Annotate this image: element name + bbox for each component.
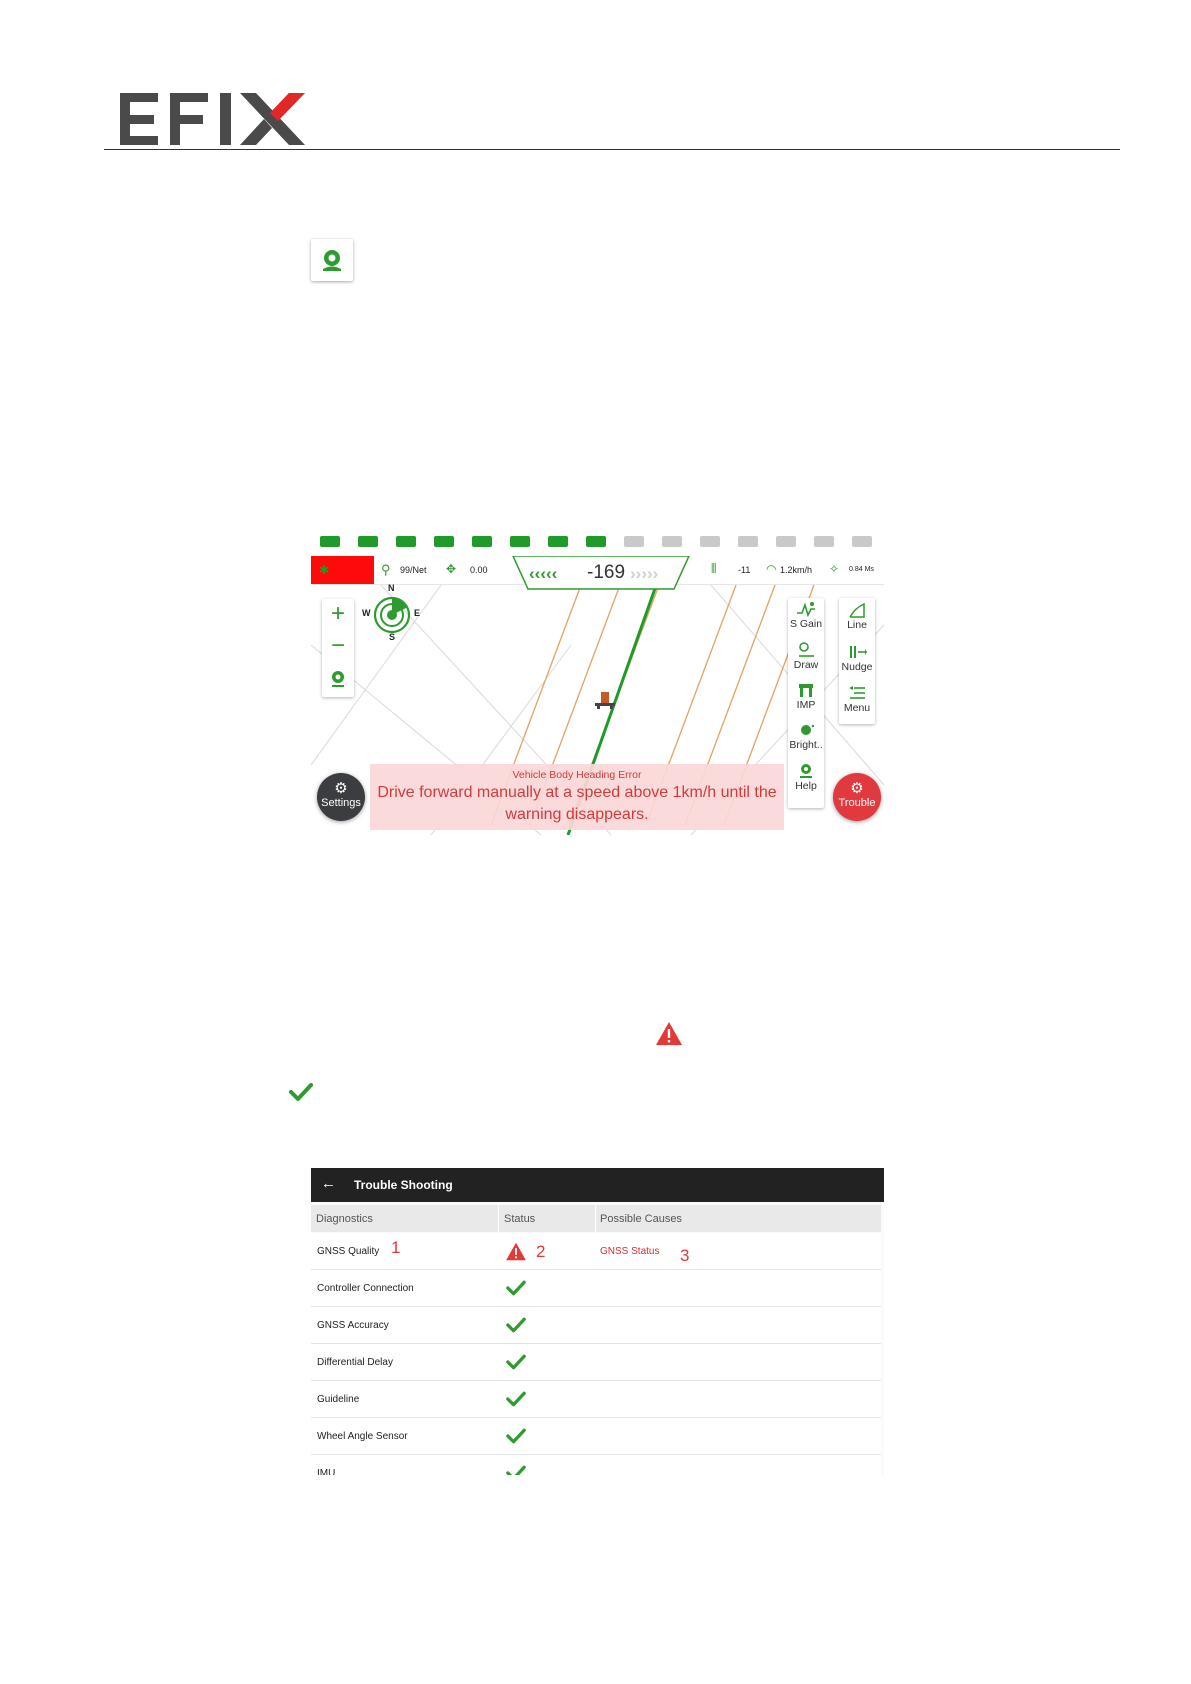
- s-gain-label: S Gain: [789, 618, 823, 630]
- table-row[interactable]: [311, 1307, 881, 1344]
- ts-top-bar: [311, 1168, 884, 1202]
- lightbar-led: [472, 536, 492, 547]
- line-label: Line: [847, 619, 867, 631]
- lightbar-led: [662, 536, 682, 547]
- lightbar-led: [738, 536, 758, 547]
- check-icon: [505, 1279, 527, 1300]
- warning-title: Vehicle Body Heading Error: [512, 769, 642, 781]
- bright-icon: [796, 722, 816, 738]
- nudge-button[interactable]: [839, 644, 875, 673]
- menu-icon: [847, 685, 867, 701]
- help-icon: [311, 239, 353, 281]
- col-causes: Possible Causes: [600, 1213, 682, 1225]
- check-icon: [505, 1353, 527, 1374]
- line-button[interactable]: [839, 602, 875, 631]
- satellite-count: 99/Net: [400, 565, 427, 575]
- locate-button[interactable]: [322, 663, 354, 695]
- receiver-icon: ✥: [446, 562, 457, 576]
- locate-icon: [322, 663, 354, 695]
- nudge-label: Nudge: [841, 661, 873, 673]
- compass-e: E: [414, 608, 421, 618]
- lightbar-led: [776, 536, 796, 547]
- tool-column-right: [839, 598, 875, 724]
- tractor-icon: [595, 692, 615, 709]
- check-icon: [505, 1464, 527, 1475]
- settings-label: Settings: [321, 797, 361, 809]
- gnss-status-indicator[interactable]: [311, 556, 374, 584]
- trouble-shooting-screen: [311, 1168, 884, 1475]
- accuracy-value: 0.84 Ms: [849, 566, 874, 573]
- lightbar-led: [396, 536, 416, 547]
- imp-icon: [796, 682, 816, 698]
- diagnostic-label: GNSS Quality: [317, 1246, 380, 1257]
- table-row[interactable]: [311, 1455, 881, 1475]
- check-icon: [505, 1427, 527, 1448]
- imp-button[interactable]: [788, 682, 824, 711]
- gear-icon: ⚙: [334, 780, 348, 797]
- lightbar-led: [358, 536, 378, 547]
- possible-cause-link[interactable]: GNSS Status: [600, 1246, 660, 1257]
- compass-n: N: [388, 583, 395, 593]
- zoom-out-button[interactable]: −: [330, 632, 345, 659]
- imp-label: IMP: [796, 699, 816, 711]
- line-icon: [847, 602, 867, 618]
- ts-table-header: [311, 1205, 881, 1232]
- table-row[interactable]: [311, 1418, 881, 1455]
- compass-w: W: [362, 608, 371, 618]
- lightbar-led: [510, 536, 530, 547]
- nudge-icon: [847, 644, 867, 660]
- diagnostic-label: IMU: [317, 1468, 336, 1475]
- annotation-1: 1: [391, 1238, 401, 1257]
- lightbar-led: [434, 536, 454, 547]
- heading-offset: -11: [738, 565, 751, 575]
- bright-label: Bright..: [789, 739, 823, 751]
- wrench-gear-icon: ⚙: [850, 780, 864, 797]
- table-row[interactable]: [311, 1344, 881, 1381]
- bright-button[interactable]: [788, 722, 824, 751]
- back-arrow-icon[interactable]: ←: [321, 1175, 336, 1192]
- diagnostic-label: Guideline: [317, 1394, 360, 1405]
- diagnostic-label: Controller Connection: [317, 1283, 414, 1294]
- location-pin-icon: ⚲: [381, 562, 391, 577]
- svg-text:›››››: ›››››: [630, 564, 659, 583]
- lightbar-led: [852, 536, 872, 547]
- menu-button[interactable]: [839, 685, 875, 714]
- menu-label: Menu: [843, 702, 871, 714]
- lightbar-led: [548, 536, 568, 547]
- lightbar-led: [624, 536, 644, 547]
- annotation-3: 3: [680, 1246, 690, 1265]
- settings-button[interactable]: [317, 773, 365, 821]
- status-value: 0.00: [470, 565, 488, 575]
- lightbar-led: [700, 536, 720, 547]
- col-diagnostics: Diagnostics: [316, 1213, 373, 1225]
- compass: [362, 585, 422, 643]
- help-button[interactable]: [788, 763, 824, 792]
- check-icon: [505, 1390, 527, 1411]
- help-label: Help: [795, 780, 817, 792]
- check-icon: [288, 1081, 314, 1103]
- diagnostic-label: Wheel Angle Sensor: [317, 1431, 408, 1442]
- help-icon: [796, 763, 816, 779]
- table-row[interactable]: [311, 1381, 881, 1418]
- warning-triangle-icon: [655, 1021, 683, 1046]
- guidance-screen: [311, 528, 884, 835]
- cross-track-indicator: [511, 556, 691, 590]
- efix-logo: [120, 90, 305, 148]
- trouble-button[interactable]: [833, 773, 881, 821]
- table-row[interactable]: [311, 1270, 881, 1307]
- col-status: Status: [504, 1213, 536, 1225]
- header-divider: [104, 149, 1120, 150]
- speed-icon: ◠: [766, 562, 777, 576]
- s-gain-icon: [796, 601, 816, 617]
- s-gain-button[interactable]: [788, 601, 824, 630]
- cross-track-value: -169: [587, 562, 626, 583]
- zoom-in-button[interactable]: +: [330, 600, 345, 627]
- warning-line-2: warning disappears.: [505, 806, 649, 823]
- draw-label: Draw: [793, 659, 819, 671]
- ts-title: Trouble Shooting: [354, 1178, 453, 1192]
- trouble-label: Trouble: [838, 797, 876, 809]
- lightbar-led: [814, 536, 834, 547]
- tool-column-left: [788, 598, 824, 808]
- check-icon: [505, 1316, 527, 1337]
- diagnostic-label: Differential Delay: [317, 1357, 393, 1368]
- annotation-2: 2: [536, 1242, 546, 1261]
- warning-line-1: Drive forward manually at a speed above 1km/h until the: [377, 784, 777, 801]
- lightbar-led: [586, 536, 606, 547]
- speed-value: 1.2km/h: [780, 565, 813, 575]
- draw-icon: [796, 642, 816, 658]
- warning-banner: [370, 764, 784, 830]
- zoom-controls: [322, 599, 354, 697]
- compass-s: S: [389, 632, 396, 642]
- implement-icon: ⫴: [711, 561, 717, 576]
- lightbar-led: [320, 536, 340, 547]
- draw-button[interactable]: [788, 642, 824, 671]
- accuracy-icon: ✧: [829, 562, 840, 576]
- svg-text:‹‹‹‹‹: ‹‹‹‹‹: [529, 564, 558, 583]
- satellite-icon: ✱: [319, 563, 330, 577]
- diagnostic-label: GNSS Accuracy: [317, 1320, 389, 1331]
- warning-triangle-icon: [505, 1242, 527, 1264]
